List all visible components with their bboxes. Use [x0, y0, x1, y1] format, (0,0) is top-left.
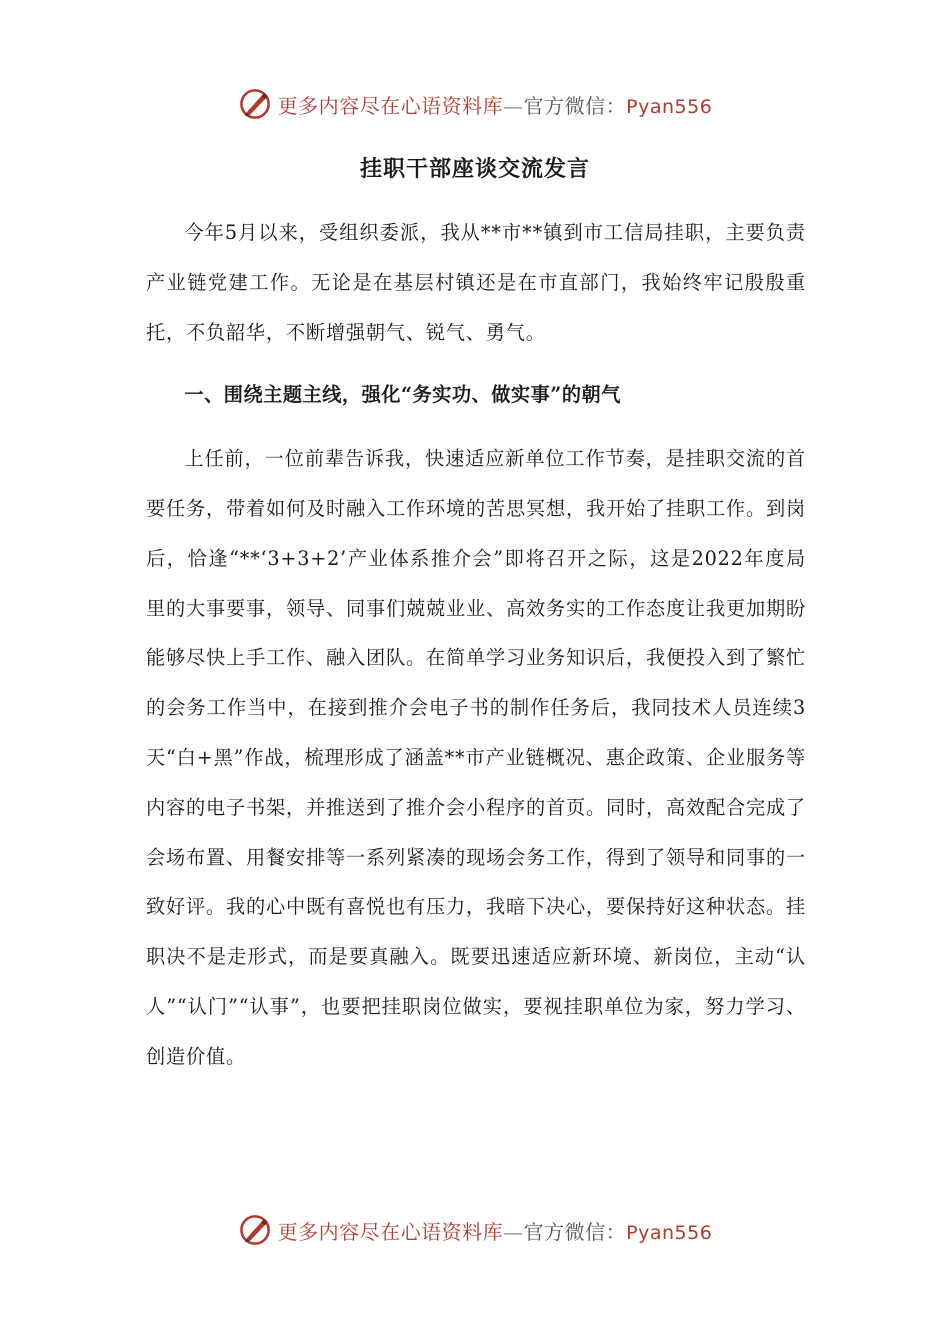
footer-banner: [0, 1210, 950, 1250]
footer-banner-text: [278, 1216, 713, 1245]
header-banner-content: [238, 87, 713, 121]
header-banner-text: [278, 90, 713, 119]
brand-text: 更多内容尽在心语资料库: [277, 1219, 504, 1244]
wechat-id: Pyan556: [626, 95, 713, 118]
wechat-label: 官方微信：: [523, 93, 627, 118]
brand-text: 更多内容尽在心语资料库: [277, 93, 504, 118]
document-title: 挂职干部座谈交流发言: [359, 156, 590, 182]
paragraph-intro: 今年5月以来，受组织委派，我从**市**镇到市工信局挂职，主要负责产业链党建工作。无论是在基层村镇还是在市直部门，我始终牢记殷殷重托，不负韶华，不断增强朝气、锐气、勇气。: [146, 221, 806, 344]
paragraph-section-1: 上任前，一位前辈告诉我，快速适应新单位工作节奏，是挂职交流的首要任务，带着如何及时融入工作环境的苦思冥想，我开始了挂职工作。到岗后，恰逢“**‘3+3+2’产业体系推介会”即将召开之际，这是2022年度局里的大事要事，领导、同事们兢兢业业、高效务实的工作态度让我更加期盼能够尽快上手工作、融入团队。在简单学习业务知识后，我便投入到了繁忙的会务工作当中，在接到推介会电子书的制作任务后，我同技术人员连续3天“白+黑”作战，梳理形成了涵盖**市产业链概况、惠企政策、企业服务等内容的电子书架，并推送到了推介会小程序的首页。同时，高效配合完成了会场布置、用餐安排等一系列紧凑的现场会务工作，得到了领导和同事的一致好评。我的心中既有喜悦也有压力，我暗下决心，要保持好这种状态。挂职决不是走形式，而是要真融入。既要迅速适应新环境、新岗位，主动“认人”“认门”“认事”，也要把挂职岗位做实，要视挂职单位为家，努力学习、创造价值。: [146, 447, 806, 1068]
pen-logo-icon: [238, 87, 272, 121]
section-heading-1: 一、围绕主题主线，强化“务实功、做实事”的朝气: [184, 383, 621, 407]
banner-dash: —: [503, 1219, 524, 1244]
wechat-id: Pyan556: [626, 1221, 713, 1244]
pen-logo-icon: [238, 1213, 272, 1247]
wechat-label: 官方微信：: [523, 1219, 627, 1244]
footer-banner-content: [238, 1213, 713, 1247]
document-body: [146, 208, 806, 1082]
header-banner: [0, 84, 950, 124]
banner-dash: —: [503, 93, 524, 118]
